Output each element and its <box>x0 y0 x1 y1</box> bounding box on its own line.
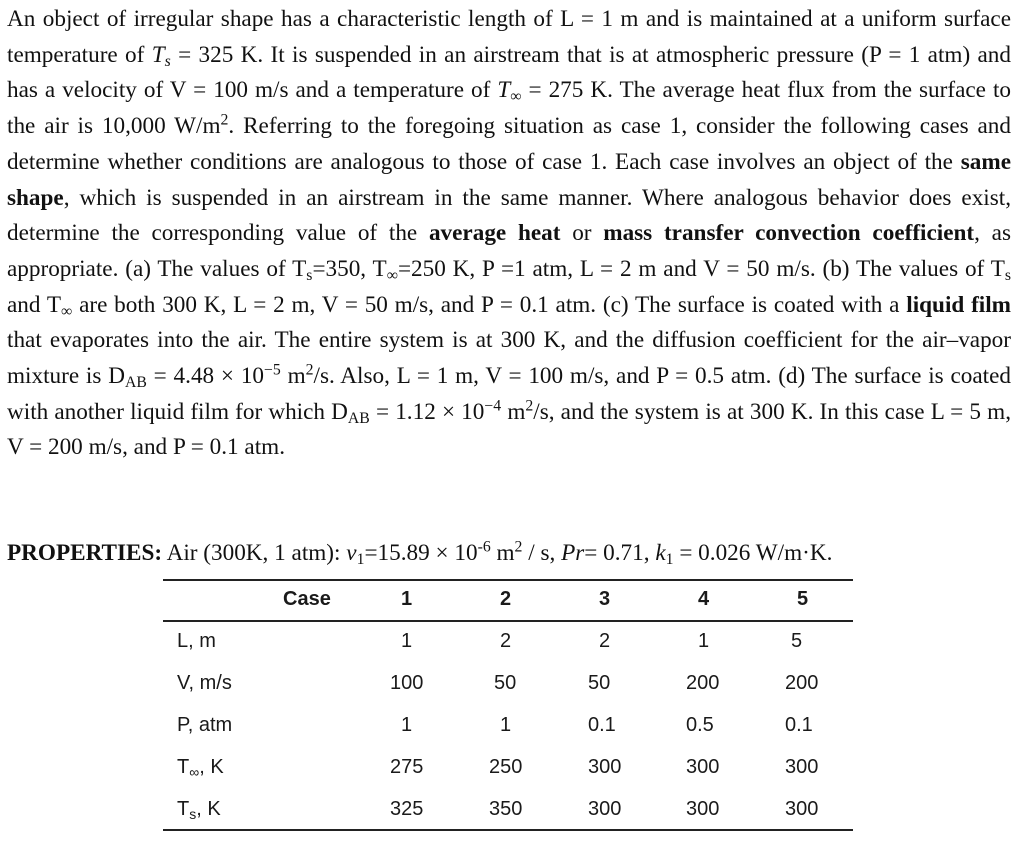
table-cell: 300 <box>686 798 720 820</box>
table-header-case-4: 4 <box>698 588 710 610</box>
table-cell: 1 <box>500 714 512 736</box>
table-cell: 300 <box>588 756 622 778</box>
table-cell: 1 <box>401 714 413 736</box>
table-cell: 275 <box>390 756 424 778</box>
table-cell: 325 <box>390 798 424 820</box>
table-cell: 0.1 <box>785 714 813 736</box>
table-cell: 2 <box>599 630 611 652</box>
emphasis-liquid-film: liquid film <box>906 291 1011 318</box>
table-cell: 300 <box>686 756 720 778</box>
table-cell: 50 <box>494 672 517 694</box>
table-cell: 350 <box>489 798 523 820</box>
table-cell: 50 <box>588 672 611 694</box>
table-header-case-2: 2 <box>500 588 512 610</box>
table-header-case-1: 1 <box>401 588 413 610</box>
table-header-case-5: 5 <box>797 588 809 610</box>
table-cell: 100 <box>390 672 424 694</box>
table-cell: 200 <box>686 672 720 694</box>
emphasis-average-heat: average heat <box>428 220 561 247</box>
table-cell: 300 <box>785 756 819 778</box>
table-cell: 250 <box>489 756 523 778</box>
table-header-case-3: 3 <box>599 588 611 610</box>
properties-heading: PROPERTIES: <box>7 540 163 566</box>
table-cell: 0.1 <box>588 714 616 736</box>
table-cell: 300 <box>785 798 819 820</box>
emphasis-mass-transfer: mass transfer convection coefficient <box>603 220 975 247</box>
emphasis-same-shape: same shape <box>7 148 1011 211</box>
table-cell: 2 <box>500 630 512 652</box>
row-label-freestream-temperature: $T_\infty$, K <box>177 756 224 781</box>
table-cell: 0.5 <box>686 714 714 736</box>
table-cell: 5 <box>791 630 803 652</box>
problem-statement: An object of irregular shape has a characteristic length of L = 1 m and is maintained at a uniform surface temperature of $T_s = 325$ K. It is suspended in an airstream that is at atmospheric pressure (P = 1 atm) and has a velocity of V = 100 m/s and a temperature of $T_\infty = 275$ K. The average heat flux from the surface to the air is 10,000 $W/m^2$. Referring to the foregoing situation as case 1, consider the following cases and determine whether conditions are analogous to those of case 1. Each case involves an object of the same shape, which is suspended in an airstream in the same manner. Where analogous behavior does exist, determine the corresponding value of the average heat or mass transfer convection coefficient, as appropriate. (a) The values of $T_s=350$, $T_\infty=250$ K, P =1 atm, L = 2 m and V = 50 m/s. (b) The values of $T_s$ and $T_\infty$ are both 300 K, L = 2 m, V = 50 m/s, and P = 0.1 atm. (c) The surface is coated with a liquid film that evaporates into the air. The entire system is at 300 K, and the diffusion coefficient for the air–vapor mixture is $D_{AB} = 4.48 \times 10^{-5}$ $m^2/s$. Also, L = 1 m, V = 100 m/s, and P = 0.5 atm. (d) The surface is coated with another liquid film for which $D_{AB} = 1.12 \times 10^{-4}$ $m^2/s$, and the system is at 300 K. In this case L = 5 m, V = 200 m/s, and P = 0.1 atm. <box>7 6 1012 461</box>
table-header-case: Case <box>283 588 331 610</box>
properties-line: PROPERTIES: Air (300K, 1 atm): $\nu_1=15.89 \times 10^{-6}$ $m^2$ / s, Pr= 0.71, $k_1 = 0.026$ W/m·K. <box>7 538 833 568</box>
table-top-rule <box>163 579 853 581</box>
table-bottom-rule <box>163 829 853 831</box>
row-label-pressure: P, atm <box>177 714 233 736</box>
row-label-velocity: V, m/s <box>177 672 232 694</box>
row-label-length: L, m <box>177 630 216 652</box>
row-label-surface-temperature: $T_s$, K <box>177 798 221 823</box>
table-cell: 1 <box>698 630 710 652</box>
table-cell: 200 <box>785 672 819 694</box>
table-cell: 1 <box>401 630 413 652</box>
table-header-rule <box>163 620 853 622</box>
table-cell: 300 <box>588 798 622 820</box>
